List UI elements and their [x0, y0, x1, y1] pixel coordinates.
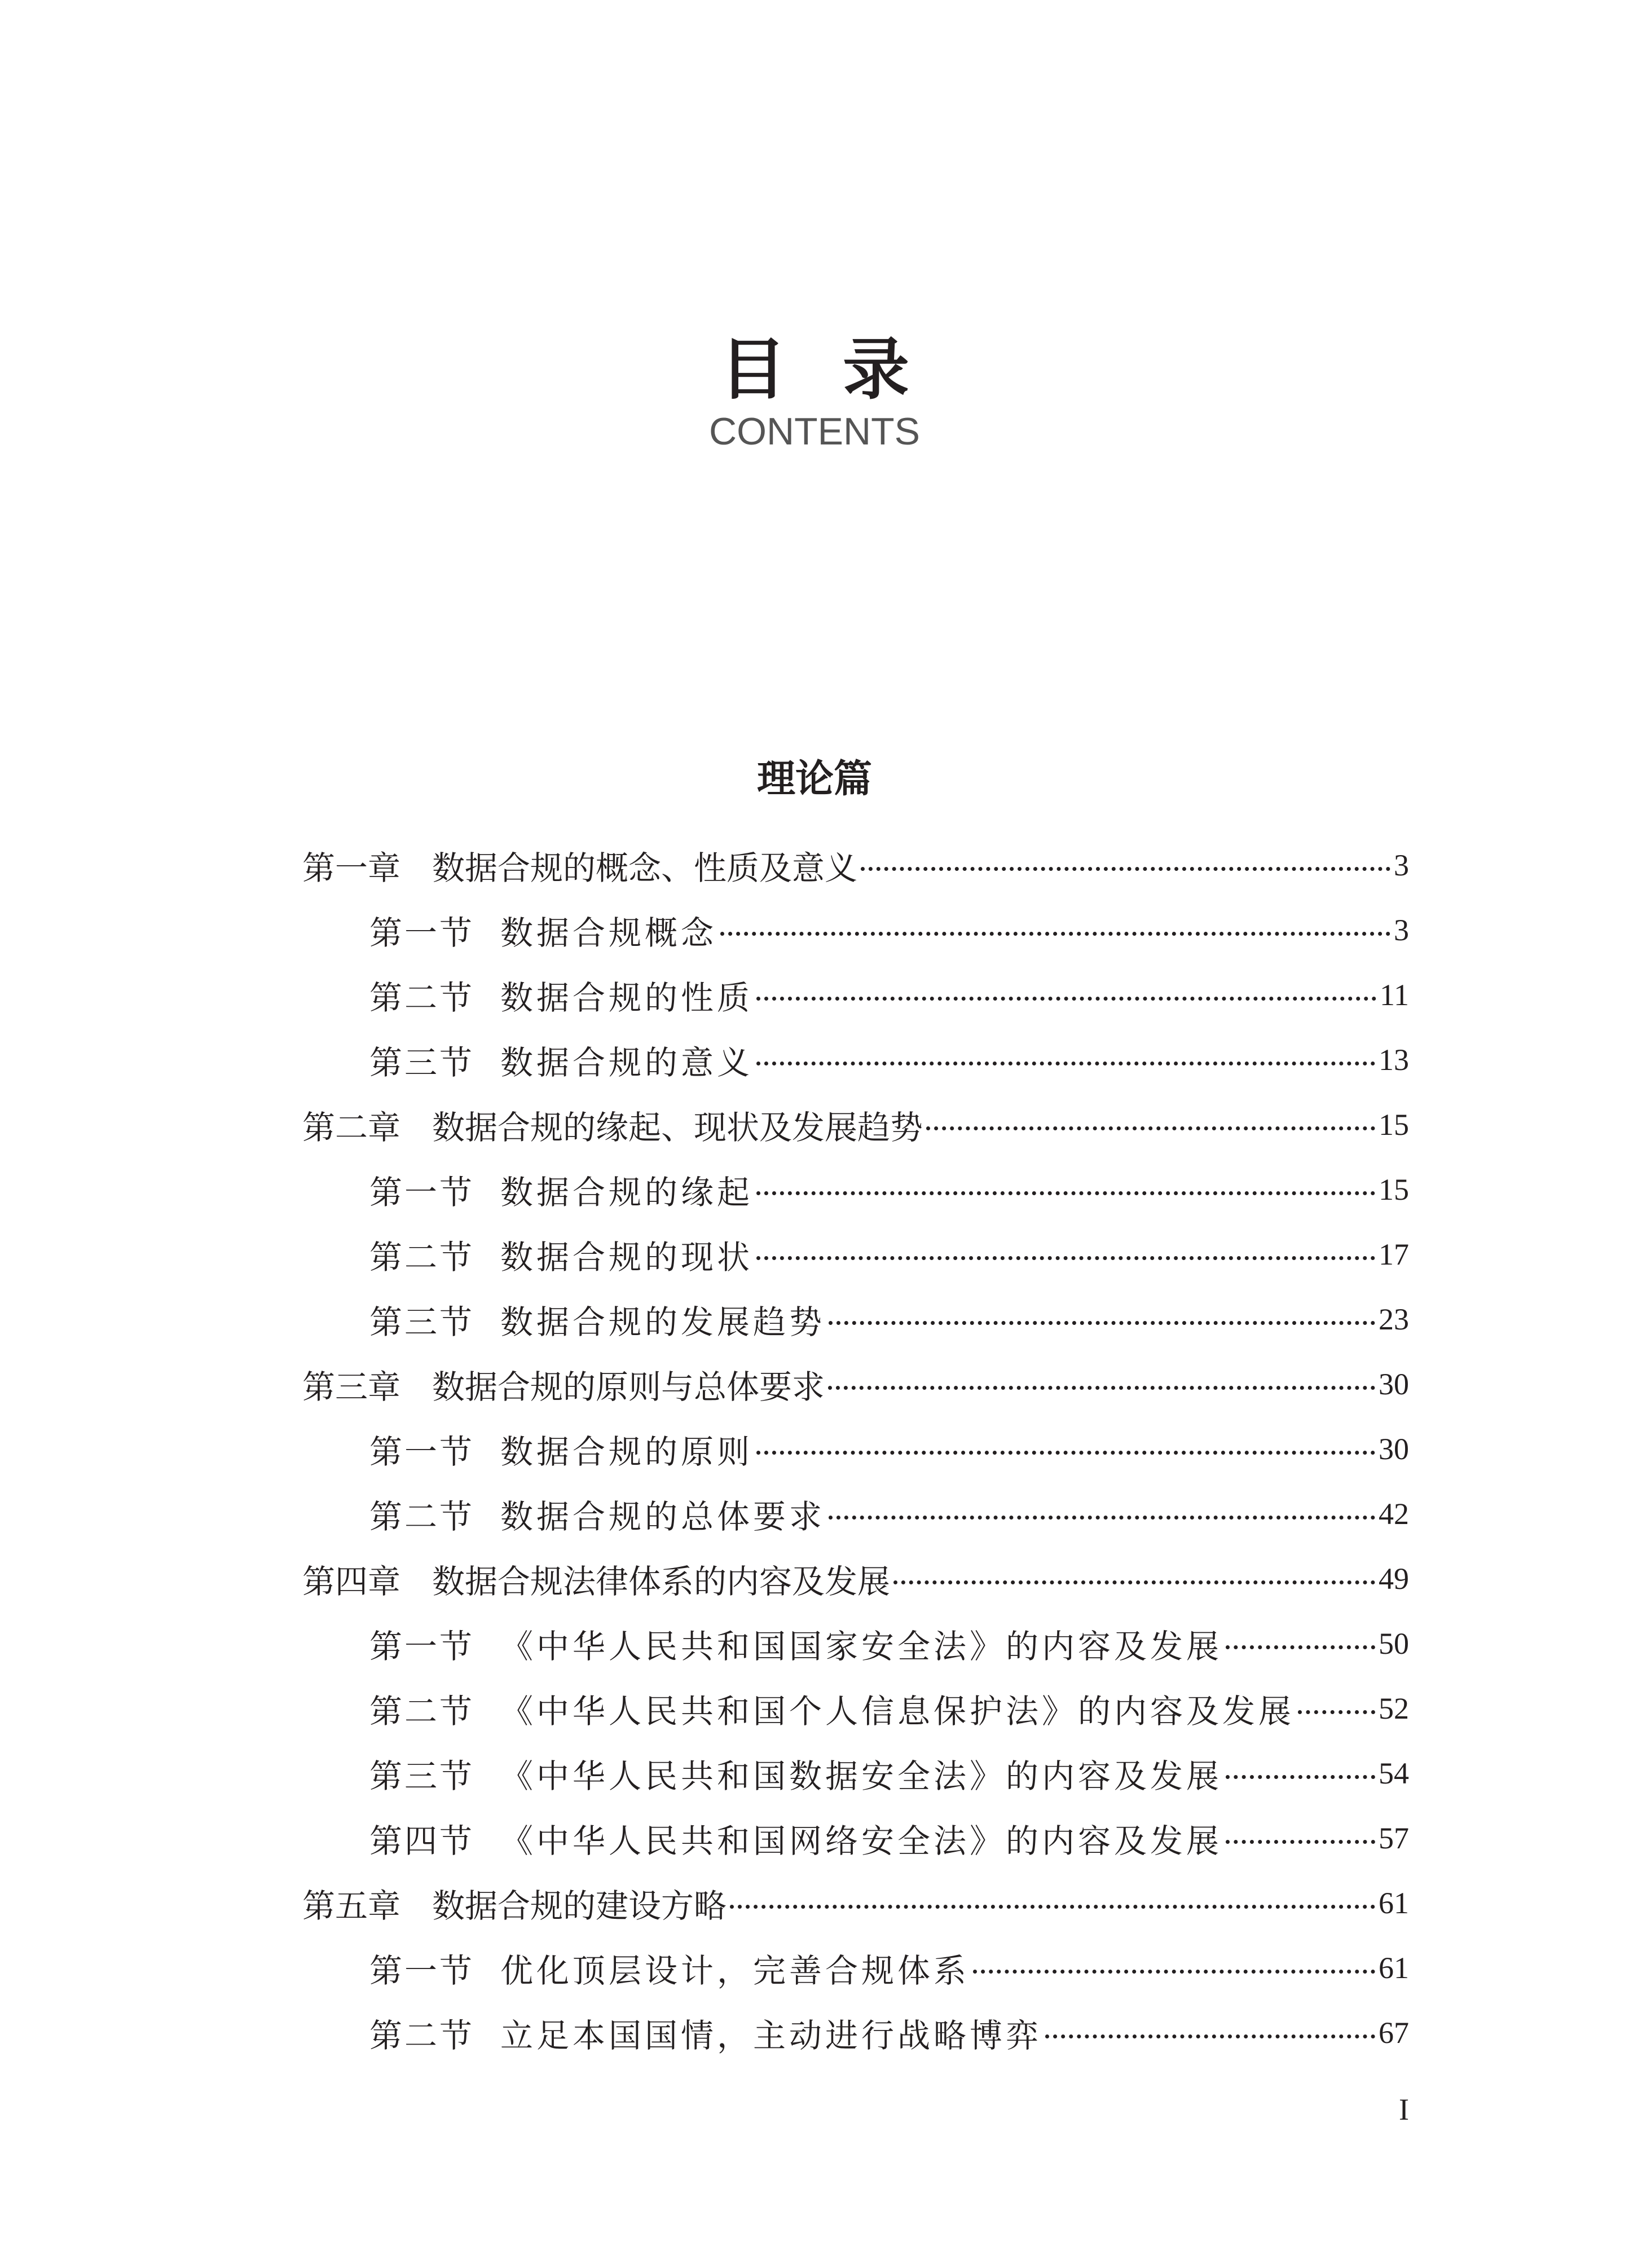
table-of-contents [0, 833, 1629, 2065]
toc-entry-page-number: 13 [1379, 1042, 1409, 1077]
toc-entry-number: 第一节 [369, 1627, 475, 1666]
toc-entry-section[interactable] [0, 1611, 1629, 1676]
toc-entry-number: 第四节 [369, 1821, 475, 1860]
toc-entry-section[interactable] [0, 1222, 1629, 1287]
toc-entry-page-number: 54 [1379, 1756, 1409, 1790]
toc-entry-title: 数据合规的总体要求 [500, 1497, 826, 1536]
toc-entry-number: 第二节 [369, 1692, 475, 1730]
page-subtitle: CONTENTS [709, 410, 920, 453]
toc-entry-number: 第三节 [369, 1756, 475, 1795]
dot-leader [720, 932, 1390, 936]
dot-leader [756, 997, 1376, 1001]
toc-entry-title: 数据合规的原则与总体要求 [432, 1367, 825, 1406]
toc-entry-number: 第四章 [302, 1562, 401, 1601]
dot-leader [756, 1256, 1375, 1260]
toc-entry-page-number: 52 [1379, 1691, 1409, 1725]
toc-entry-number: 第一节 [369, 913, 475, 952]
dot-leader [893, 1580, 1375, 1584]
toc-entry-title: 数据合规的性质 [500, 978, 754, 1017]
toc-entry-section[interactable] [0, 1805, 1629, 1870]
toc-entry-page-number: 61 [1379, 1886, 1409, 1920]
toc-entry-page-number: 23 [1379, 1302, 1409, 1336]
toc-entry-section[interactable] [0, 1416, 1629, 1481]
toc-entry-title: 优化顶层设计，完善合规体系 [500, 1951, 970, 1990]
dot-leader [828, 1386, 1375, 1390]
toc-entry-section[interactable] [0, 2000, 1629, 2065]
toc-entry-page-number: 30 [1379, 1367, 1409, 1401]
toc-entry-title: 《中华人民共和国个人信息保护法》的内容及发展 [500, 1692, 1295, 1730]
toc-entry-section[interactable] [0, 1935, 1629, 2000]
toc-entry-title: 数据合规的原则 [500, 1432, 754, 1471]
toc-entry-title: 数据合规的概念、性质及意义 [432, 848, 858, 887]
toc-entry-number: 第二节 [369, 978, 475, 1017]
toc-entry-number: 第一节 [369, 1173, 475, 1212]
dot-leader [1226, 1775, 1375, 1779]
toc-entry-chapter[interactable] [0, 1546, 1629, 1611]
toc-entry-section[interactable] [0, 1157, 1629, 1222]
toc-entry-number: 第一章 [302, 848, 401, 887]
toc-entry-chapter[interactable] [0, 833, 1629, 897]
dot-leader [1226, 1840, 1375, 1844]
toc-entry-section[interactable] [0, 1027, 1629, 1092]
toc-entry-number: 第二节 [369, 1497, 475, 1536]
toc-entry-number: 第三章 [302, 1367, 401, 1406]
toc-entry-number: 第二节 [369, 1238, 475, 1276]
toc-entry-title: 数据合规的缘起 [500, 1173, 754, 1212]
toc-entry-page-number: 15 [1379, 1172, 1409, 1206]
toc-entry-page-number: 15 [1379, 1107, 1409, 1142]
dot-leader [730, 1905, 1375, 1909]
dot-leader [756, 1062, 1375, 1065]
toc-entry-page-number: 61 [1379, 1950, 1409, 1985]
toc-entry-chapter[interactable] [0, 1092, 1629, 1157]
dot-leader [829, 1321, 1375, 1325]
toc-entry-title: 数据合规的建设方略 [432, 1886, 727, 1925]
toc-entry-title: 《中华人民共和国数据安全法》的内容及发展 [500, 1756, 1223, 1795]
dot-leader [756, 1451, 1375, 1455]
toc-entry-number: 第一节 [369, 1432, 475, 1471]
toc-entry-number: 第三节 [369, 1043, 475, 1082]
toc-entry-section[interactable] [0, 962, 1629, 1027]
page-folio: I [1399, 2093, 1409, 2126]
toc-entry-title: 数据合规的缘起、现状及发展趋势 [432, 1108, 923, 1147]
dot-leader [926, 1126, 1375, 1130]
toc-entry-page-number: 67 [1379, 2015, 1409, 2050]
toc-entry-page-number: 30 [1379, 1432, 1409, 1466]
toc-entry-section[interactable] [0, 1676, 1629, 1741]
toc-entry-number: 第二章 [302, 1108, 401, 1147]
toc-entry-section[interactable] [0, 1481, 1629, 1546]
toc-entry-number: 第二节 [369, 2016, 475, 2055]
dot-leader [1045, 2034, 1375, 2038]
toc-entry-page-number: 11 [1380, 977, 1409, 1012]
toc-entry-title: 数据合规概念 [500, 913, 717, 952]
dot-leader [756, 1191, 1375, 1195]
toc-entry-section[interactable] [0, 897, 1629, 962]
toc-entry-page-number: 50 [1379, 1626, 1409, 1661]
toc-entry-title: 数据合规的意义 [500, 1043, 754, 1082]
toc-entry-section[interactable] [0, 1287, 1629, 1351]
toc-entry-chapter[interactable] [0, 1870, 1629, 1935]
dot-leader [1226, 1645, 1375, 1649]
dot-leader [829, 1516, 1375, 1520]
toc-entry-number: 第五章 [302, 1886, 401, 1925]
toc-entry-title: 数据合规的现状 [500, 1238, 754, 1276]
toc-entry-chapter[interactable] [0, 1351, 1629, 1416]
toc-entry-title: 数据合规的发展趋势 [500, 1302, 826, 1341]
toc-entry-page-number: 57 [1379, 1821, 1409, 1855]
dot-leader [1298, 1710, 1375, 1714]
dot-leader [973, 1970, 1375, 1974]
toc-entry-title: 立足本国国情，主动进行战略博弈 [500, 2016, 1042, 2055]
dot-leader [861, 867, 1390, 871]
toc-entry-page-number: 17 [1379, 1237, 1409, 1271]
part-title: 理论篇 [756, 757, 872, 801]
toc-entry-number: 第一节 [369, 1951, 475, 1990]
toc-entry-title: 《中华人民共和国国家安全法》的内容及发展 [500, 1627, 1223, 1666]
toc-entry-page-number: 3 [1394, 913, 1409, 947]
toc-entry-page-number: 49 [1379, 1561, 1409, 1596]
toc-entry-title: 数据合规法律体系的内容及发展 [432, 1562, 891, 1601]
toc-entry-page-number: 3 [1394, 848, 1409, 882]
toc-entry-title: 《中华人民共和国网络安全法》的内容及发展 [500, 1821, 1223, 1860]
toc-entry-number: 第三节 [369, 1302, 475, 1341]
page-title: 目录 [719, 331, 966, 408]
toc-entry-page-number: 42 [1379, 1496, 1409, 1531]
toc-entry-section[interactable] [0, 1741, 1629, 1805]
